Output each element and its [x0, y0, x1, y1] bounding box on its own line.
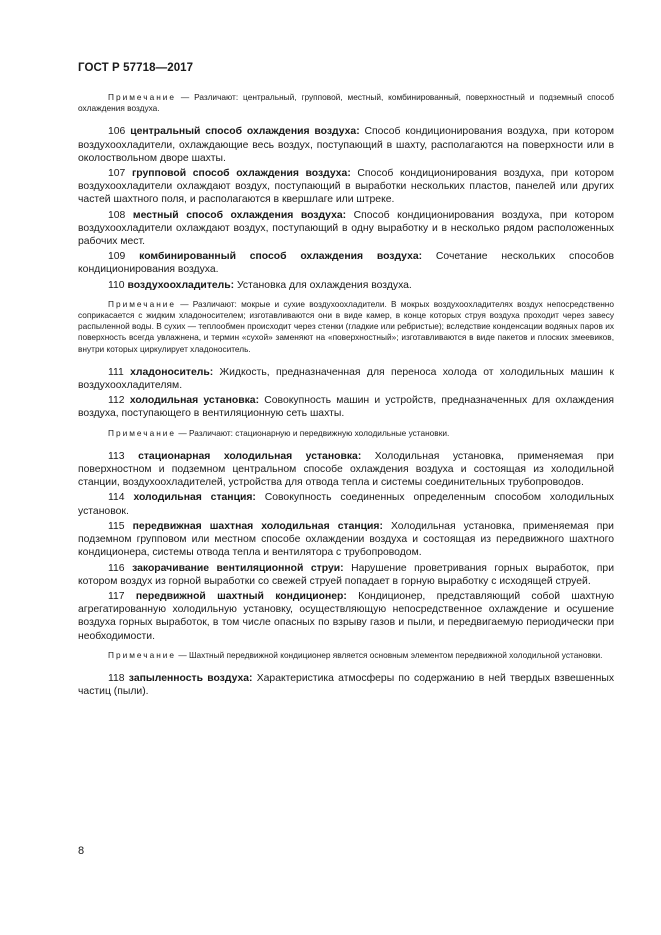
note [78, 650, 614, 661]
document-body [78, 92, 614, 700]
term-number: 113 [108, 450, 125, 462]
term-number: 112 [108, 395, 125, 407]
term-number: 106 [108, 126, 126, 138]
note [78, 428, 614, 439]
term-entry-112 [78, 394, 614, 420]
term-name: стационарная холодильная установка: [138, 450, 362, 462]
term-number: 114 [108, 492, 125, 504]
term-definition: Сочетание нескольких способов кондиционирования воздуха. [78, 251, 614, 276]
term-number: 118 [108, 672, 125, 684]
term-definition: Холодильная установка, применяемая при подземном групповом или местном способе охлаждении воздуха и состоящая из передвижного шахтного кондиционера, системы отвода тепла и вентилятора с трубопроводом. [78, 520, 614, 559]
term-name: комбинированный способ охлаждения воздуха: [139, 251, 423, 263]
term-entry-117 [78, 590, 614, 643]
note-label: Примечание [108, 427, 177, 438]
term-name: передвижной шахтный кондиционер: [135, 590, 347, 602]
note-label: Примечание [108, 92, 177, 102]
term-number: 110 [108, 279, 125, 291]
term-definition: Жидкость, предназначенная для переноса холода от холодильных машин к воздухоохладителям. [78, 366, 614, 392]
term-name: местный способ охлаждения воздуха: [132, 209, 347, 221]
term-definition: Способ кондиционирования воздуха, при котором воздухоохладители, охлаждающие весь воздух, поступающий в шахту, располагаются на поверхности или в околоствольном дворе шахты. [78, 126, 615, 164]
term-entry-118 [78, 672, 614, 698]
term-name: запыленность воздуха: [128, 672, 253, 684]
term-entry-106 [78, 125, 614, 165]
term-entry-109 [78, 250, 614, 276]
note [78, 92, 614, 114]
note-text: — Различают: мокрые и сухие воздухоохладители. В мокрых воздухоохладителях воздух непосредственно соприкасается с жидким хладоносителем; изготавливаются они в виде камер, в конце которых струя воздуха проходит через завесу распыленной воды. В сухих — теплообмен происходит через стенки (гладкие или ребристые); вследствие конденсации водяных паров их поверхность всегда увлажнена, и термин «сухой» заменяют на «поверхностный»; изготавливаются в виде пакетов и плоских змеевиков, внутри которых циркулирует хладоноситель. [78, 298, 614, 354]
term-definition: Совокупность машин и устройств, предназначенных для охлаждения воздуха, поступающего в вентиляционную сеть шахты. [78, 395, 615, 420]
term-entry-115 [78, 520, 614, 560]
term-definition: Совокупность соединенных определенным способом холодильных установок. [78, 492, 614, 517]
term-entry-108 [78, 209, 614, 249]
term-number: 111 [108, 366, 124, 378]
term-number: 115 [108, 520, 125, 532]
document-code: ГОСТ Р 57718—2017 [78, 62, 194, 74]
term-name: центральный способ охлаждения воздуха: [130, 126, 360, 138]
term-definition: Холодильная установка, применяемая при поверхностном и подземном центральном способе охлаждения воздуха и состоящая из холодильной станции, воздухоохладителей, устройства для отвода тепла и системы соединительных трубопроводов. [78, 450, 614, 489]
term-entry-107 [78, 167, 614, 207]
page-number: 8 [78, 845, 85, 857]
term-name: закорачивание вентиляционной струи: [132, 562, 344, 574]
term-name: холодильная установка: [129, 395, 260, 407]
term-definition: Нарушение проветривания горных выработок, при котором воздух из горной выработки со свежей струей попадает в горную выработку с исходящей струей. [78, 562, 615, 587]
note-text: — Различают: стационарную и передвижную холодильные установки. [176, 427, 450, 438]
term-entry-116 [78, 562, 614, 588]
term-number: 116 [108, 562, 125, 574]
term-name: передвижная шахтная холодильная станция: [132, 520, 383, 532]
term-number: 108 [108, 209, 126, 221]
term-name: холодильная станция: [133, 492, 256, 504]
term-name: воздухоохладитель: [127, 279, 235, 291]
term-name: групповой способ охлаждения воздуха: [131, 168, 351, 180]
term-entry-113 [78, 450, 614, 490]
note-text: — Различают: центральный, групповой, местный, комбинированный, поверхностный и подземный способ охлаждения воздуха. [78, 92, 614, 114]
term-entry-114 [78, 491, 614, 517]
term-name: хладоноситель: [130, 366, 214, 378]
term-entry-111 [78, 366, 614, 392]
term-definition: Способ кондиционирования воздуха, при котором воздухоохладители охлаждают воздух, поступающий в выработки нескольких пластов, панелей или других частей шахтного поля, и располагаются в квершлаге или штреке. [78, 168, 615, 206]
term-number: 109 [108, 251, 126, 263]
term-number: 117 [108, 590, 125, 602]
term-definition: Способ кондиционирования воздуха, при котором воздухоохладители охлаждают воздух, поступающий в одну выработку и в несколько рядом расположенных рабочих мест. [78, 209, 614, 248]
term-definition: Кондиционер, представляющий собой шахтную агрегатированную холодильную установку, осуществляющую непосредственное охлаждение и осушение воздуха горных выработок, в том числе опасных по взрыву газов и пыли, и передвигаемую периодически при необходимости. [78, 590, 615, 642]
note [78, 299, 614, 355]
term-entry-110 [78, 279, 614, 292]
note-label: Примечание [108, 649, 177, 660]
term-number: 107 [108, 168, 126, 180]
note-label: Примечание [108, 298, 177, 309]
term-definition: Характеристика атмосферы по содержанию в ней твердых взвешенных частиц (пыли). [78, 672, 615, 698]
note-text: — Шахтный передвижной кондиционер является основным элементом передвижной холодильной установки. [176, 649, 603, 660]
term-definition: Установка для охлаждения воздуха. [234, 279, 412, 291]
